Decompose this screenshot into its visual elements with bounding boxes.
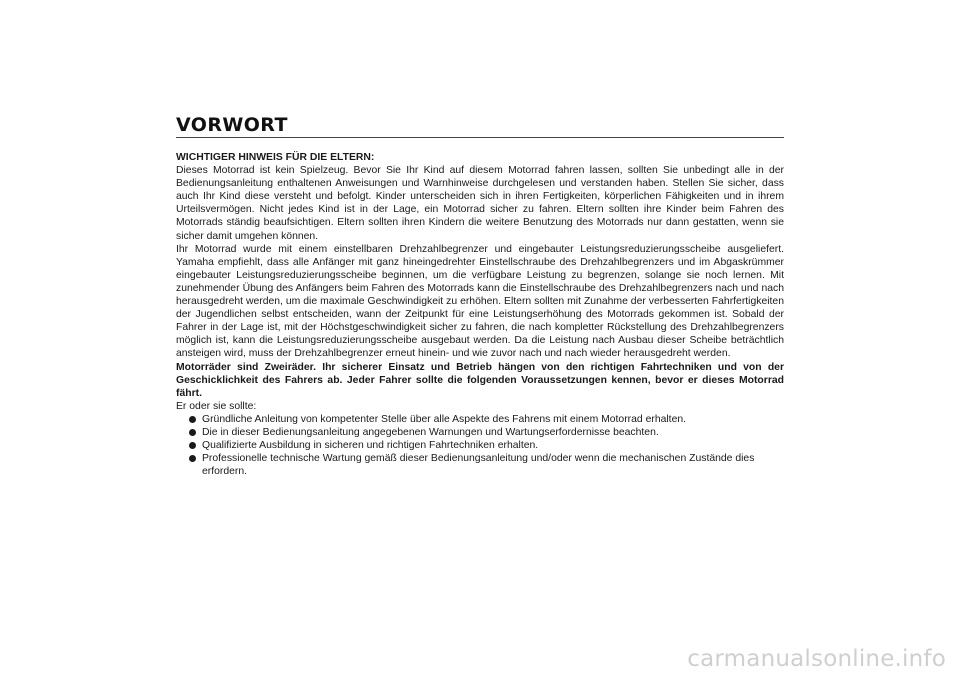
requirements-list bbox=[176, 413, 784, 478]
title-divider bbox=[176, 137, 784, 138]
list-item-text: Qualifizierte Ausbildung in sicheren und richtigen Fahrtechniken erhalten. bbox=[202, 440, 539, 452]
bullet-icon bbox=[189, 416, 196, 423]
list-item-text: Professionelle technische Wartung gemäß dieser Bedienungsanleitung und/oder wenn die mechanischen Zustände dies erfordern. bbox=[202, 453, 755, 478]
list-item bbox=[189, 426, 784, 439]
list-intro: Er oder sie sollte: bbox=[176, 400, 257, 412]
bullet-icon bbox=[189, 455, 196, 462]
bullet-icon bbox=[189, 442, 196, 449]
bullet-icon bbox=[189, 429, 196, 436]
foreword-content bbox=[176, 151, 784, 478]
list-item bbox=[189, 439, 784, 452]
notice-paragraph-1: Dieses Motorrad ist kein Spielzeug. Bevor Sie Ihr Kind auf diesem Motorrad fahren lassen, sollten Sie unbedingt alle in der Bedienungsanleitung enthaltenen Anweisungen und Warnhinweise durchgelesen und verstanden haben. Stellen Sie sicher, dass auch Ihr Kind diese versteht und befolgt. Kinder unterscheiden sich in ihren Fertigkeiten, körperlichen Fähigkeiten und in ihrem Urteilsvermögen. Nicht jedes Kind ist in der Lage, ein Motorrad sicher zu fahren. Eltern sollten ihre Kinder beim Fahren des Motorrads ständig beaufsichtigen. Eltern sollten ihren Kindern die weitere Benutzung des Motorrads nur dann gestatten, wenn sie sicher damit umgehen können. bbox=[176, 165, 784, 242]
list-item-text: Gründliche Anleitung von kompetenter Stelle über alle Aspekte des Fahrens mit einem Motorrad erhalten. bbox=[202, 413, 687, 425]
bold-statement: Motorräder sind Zweiräder. Ihr sicherer Einsatz und Betrieb hängen von den richtigen Fahrtechniken und von der Geschicklichkeit des Fahrers ab. Jeder Fahrer sollte die folgenden Voraussetzungen kennen, bevor er dieses Motorrad fährt. bbox=[176, 361, 784, 399]
notice-paragraph-2: Ihr Motorrad wurde mit einem einstellbaren Drehzahlbegrenzer und eingebauter Leistungsreduzierungsscheibe ausgeliefert. Yamaha empfiehlt, dass alle Anfänger mit ganz hineingedrehter Einstellschraube des Drehzahlbegrenzers und im Abgaskrümmer eingebauter Leistungsreduzierungsscheibe beginnen, um die verfügbare Leistung zu begrenzen, solange sie noch lernen. Mit zunehmender Übung des Anfängers beim Fahren des Motorrads kann die Einstellschraube des Drehzahlbegrenzers nach und nach herausgedreht werden, um die maximale Geschwindigkeit zu erhöhen. Eltern sollten mit Zunahme der verbesserten Fahrfertigkeiten der Jugendlichen selbst entscheiden, wann der Zeitpunkt für eine Leistungserhöhung des Motorrads gekommen ist. Sobald der Fahrer in der Lage ist, mit der Höchstgeschwindigkeit sicher zu fahren, die nach kompletter Rückstellung des Drehzahlbegrenzers möglich ist, kann die Leistungsreduzierungsscheibe ausgebaut werden. Da die Leistung nach Ausbau dieser Scheibe beträchtlich ansteigen wird, muss der Drehzahlbegrenzer erneut hinein- und wie zuvor nach und nach wieder herausgedreht werden. bbox=[176, 243, 784, 360]
list-item bbox=[189, 413, 784, 426]
list-item-text: Die in dieser Bedienungsanleitung angegebenen Warnungen und Wartungserfordernisse beachten. bbox=[202, 426, 659, 438]
watermark: carmanualsonline.info bbox=[687, 646, 946, 672]
list-item bbox=[189, 452, 784, 478]
notice-heading: WICHTIGER HINWEIS FÜR DIE ELTERN: bbox=[176, 152, 375, 163]
page-title: VORWORT bbox=[176, 114, 288, 136]
